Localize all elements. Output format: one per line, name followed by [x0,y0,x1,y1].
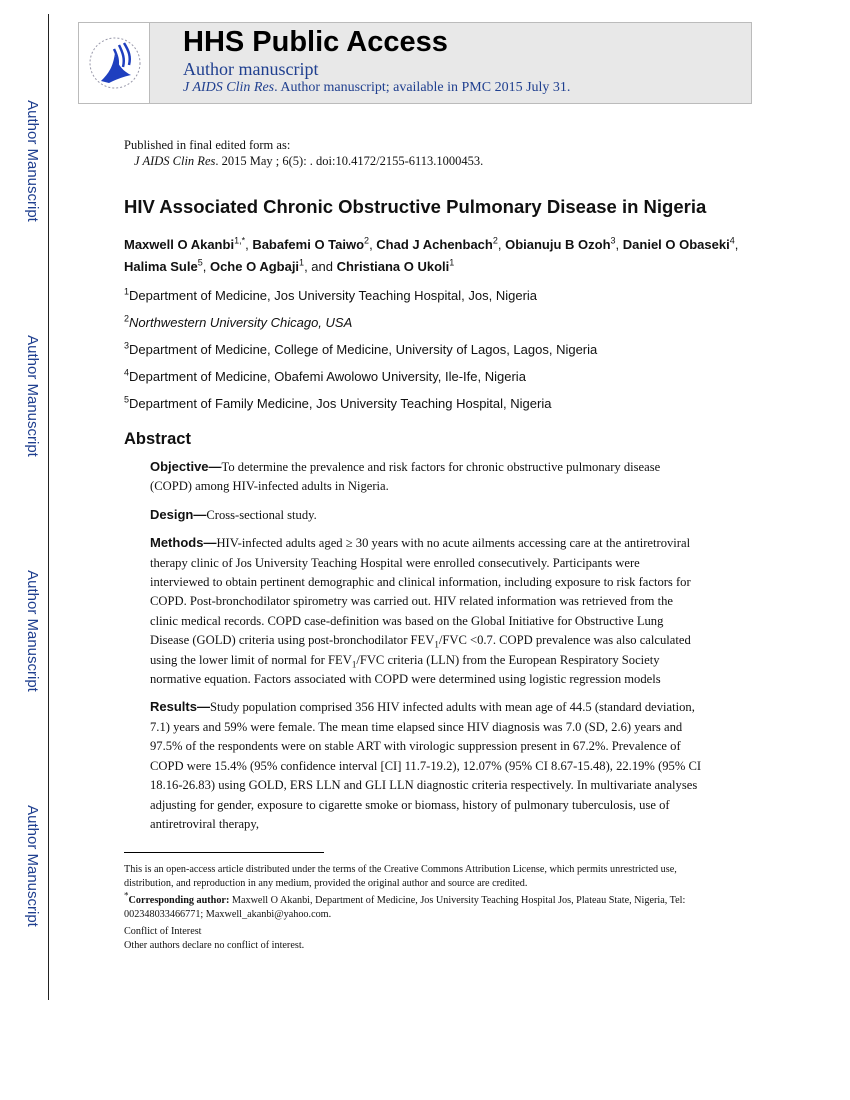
author-affiliation-marker: 2 [492,235,498,246]
published-citation: Published in final edited form as: J AIDS Clin Res. 2015 May ; 6(5): . doi:10.4172/2155-6113.1000453. [124,138,484,168]
affiliation: $^4$Department of Medicine, Obafemi Awolowo University, Ile-Ife, Nigeria [124,367,526,384]
side-label: Author Manuscript [24,100,41,222]
abstract-heading: Abstract [124,430,191,448]
author-separator: , [734,237,739,252]
side-label: Author Manuscript [24,570,41,692]
author-name: Maxwell O Akanbi [124,237,235,252]
author-name: Oche O Agbaji [209,259,300,274]
affiliation: $^3$Department of Medicine, College of Medicine, University of Lagos, Lagos, Nigeria [124,340,598,357]
corresponding-author-note: *Corresponding author: Maxwell O Akanbi, Department of Medicine, Jos University Teaching Hospital Jos, Plateau State, Nigeria, Tel: 002348033466771; Maxwell_akanbi@yahoo.com. [124,890,686,920]
hhs-logo [79,23,150,103]
author-name: Chad J Achenbach [376,237,493,252]
article-title: HIV Associated Chronic Obstructive Pulmonary Disease in Nigeria [124,196,707,217]
affiliation: $^2$Northwestern University Chicago, USA [124,313,353,330]
author-separator: , [369,237,377,252]
margin-rule [48,14,49,1000]
author-affiliation-marker: 3 [610,235,616,246]
author-name: Halima Sule [124,259,198,274]
author-separator: , [245,237,253,252]
abstract-objective: Objective—To determine the prevalence and risk factors for chronic obstructive pulmonary disease (COPD) among HIV-infected adults in Nigeria. [150,459,661,494]
author-affiliation-marker: 1 [449,257,455,268]
manuscript-label: Author manuscript [183,59,319,79]
side-label: Author Manuscript [24,335,41,457]
footnote-rule [124,852,324,853]
abstract-design: Design—Cross-sectional study. [150,506,317,522]
hhs-eagle-icon [79,23,149,103]
affiliation: $^5$Department of Family Medicine, Jos University Teaching Hospital, Nigeria [124,394,552,411]
side-label: Author Manuscript [24,805,41,927]
abstract-methods: Methods—HIV-infected adults aged ≥ 30 years with no acute ailments accessing care at the antiretroviral therapy clinic of Jos University Teaching Hospital were enrolled consecutively. Participants were interviewed to obtain pertinent demographic and clinical information, including exposure to risk factors for COPD. Post-bronchodilator spirometry was carried out. HIV related information was retrieved from the clinic medical records. COPD case-definition was based on the Global Initiative for Obstructive Lung Disease (GOLD) criteria using post-bronchodilator $FEV_1$/FVC <0.7. COPD prevalence was also calculated using the lower limit of normal for $FEV_1$/FVC criteria (LLN) from the European Respiratory Society normative equation. Factors associated with COPD were determined using logistic regression models [150,535,691,687]
author-name: Daniel O Obaseki [622,237,730,252]
author-affiliation-marker: 5 [197,257,203,268]
author-name: Obianuju B Ozoh [505,237,611,252]
license-note: This is an open-access article distributed under the terms of the Creative Commons Attribution License, which permits unrestricted use, distribution, and reproduction in any medium, provided the original author and source are credited. [124,864,677,889]
author-affiliation-marker: 1 [299,257,305,268]
conflict-of-interest: Conflict of Interest Other authors declare no conflict of interest. [124,926,305,951]
hhs-header [78,22,752,104]
hhs-title: HHS Public Access [183,26,448,58]
author-affiliation-marker: 2 [364,235,370,246]
manuscript-citation: J AIDS Clin Res. Author manuscript; available in PMC 2015 July 31. [183,80,571,95]
author-affiliation-marker: 4 [729,235,735,246]
abstract-results: Results—Study population comprised 356 HIV infected adults with mean age of 44.5 (standard deviation, 7.1) years and 59% were female. The mean time elapsed since HIV diagnosis was 7.0 (SD, 2.6) years and 97.5% of the respondents were on stable ART with virologic suppression present in 67.2%. Prevalence of COPD were 15.4% (95% confidence interval [CI] 11.7-19.2), 12.07% (95% CI 8.67-15.48), 22.19% (95% CI 18.16-26.83) using GOLD, ERS LLN and GLI LLN diagnostic criteria respectively. In multivariate analyses adjusting for gender, exposure to cigarette smoke or biomass, history of pulmonary tuberculosis, use of antiretroviral therapy, [150,699,702,831]
author-separator: , [615,237,623,252]
affiliation: $^1$Department of Medicine, Jos University Teaching Hospital, Jos, Nigeria [124,286,538,303]
author-separator: , [202,259,210,274]
author-list [124,234,739,278]
author-separator: , and [304,259,337,274]
author-name: Babafemi O Taiwo [252,237,365,252]
author-separator: , [497,237,506,252]
author-name: Christiana O Ukoli [336,259,450,274]
article-body [124,137,739,952]
author-affiliation-marker: 1,* [234,235,246,246]
